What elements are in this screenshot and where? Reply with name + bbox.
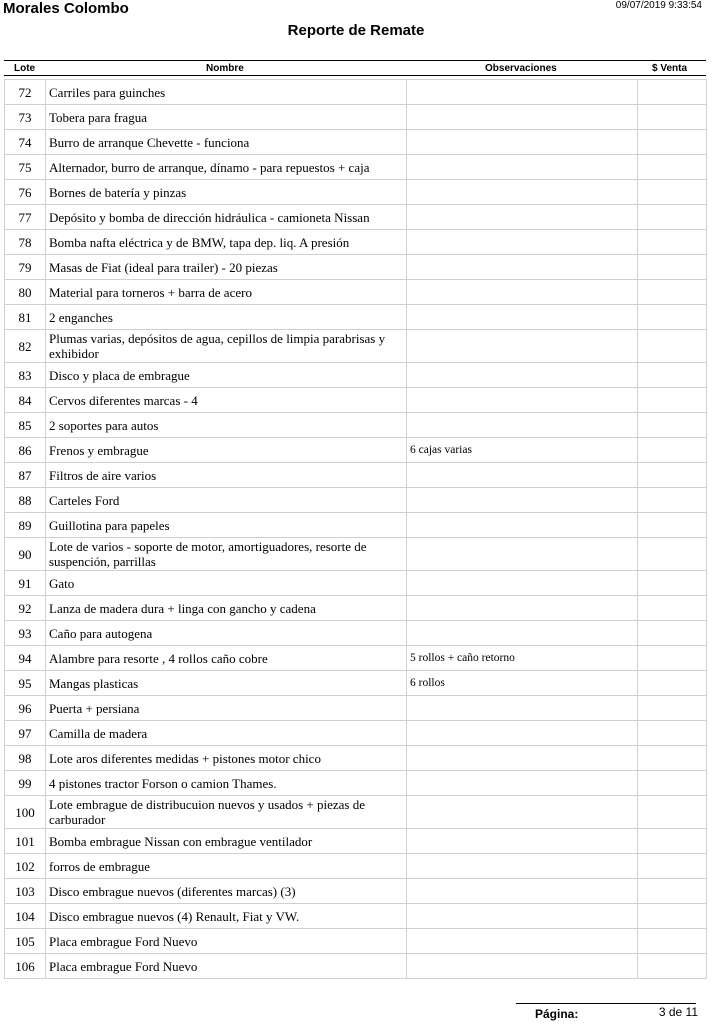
observaciones-cell (407, 305, 638, 330)
lote-cell: 76 (5, 180, 46, 205)
lote-cell: 96 (5, 696, 46, 721)
table-row (5, 746, 707, 771)
nombre-cell: Placa embrague Ford Nuevo (46, 929, 407, 954)
lote-cell: 93 (5, 621, 46, 646)
observaciones-cell (407, 363, 638, 388)
table-row (5, 596, 707, 621)
table-row (5, 796, 707, 829)
table-row (5, 621, 707, 646)
lote-cell: 81 (5, 305, 46, 330)
venta-cell (638, 646, 707, 671)
observaciones-cell (407, 879, 638, 904)
table-row (5, 513, 707, 538)
nombre-cell: Frenos y embrague (46, 438, 407, 463)
nombre-cell: Cervos diferentes marcas - 4 (46, 388, 407, 413)
venta-cell (638, 80, 707, 105)
observaciones-cell (407, 155, 638, 180)
venta-cell (638, 796, 707, 829)
venta-cell (638, 746, 707, 771)
observaciones-cell (407, 854, 638, 879)
nombre-cell: Lote embrague de distribucuion nuevos y usados + piezas de carburador (46, 796, 407, 829)
observaciones-cell (407, 413, 638, 438)
nombre-cell: Filtros de aire varios (46, 463, 407, 488)
venta-cell (638, 280, 707, 305)
venta-cell (638, 105, 707, 130)
table-row (5, 130, 707, 155)
lote-cell: 91 (5, 571, 46, 596)
nombre-cell: Bomba embrague Nissan con embrague ventilador (46, 829, 407, 854)
venta-cell (638, 463, 707, 488)
observaciones-cell (407, 904, 638, 929)
table-row (5, 180, 707, 205)
lote-cell: 88 (5, 488, 46, 513)
nombre-cell: Burro de arranque Chevette - funciona (46, 130, 407, 155)
nombre-cell: Alambre para resorte , 4 rollos caño cobre (46, 646, 407, 671)
venta-cell (638, 879, 707, 904)
nombre-cell: Disco y placa de embrague (46, 363, 407, 388)
venta-cell (638, 696, 707, 721)
venta-cell (638, 363, 707, 388)
venta-cell (638, 413, 707, 438)
nombre-cell: Lanza de madera dura + linga con gancho y cadena (46, 596, 407, 621)
observaciones-cell (407, 621, 638, 646)
lote-cell: 82 (5, 330, 46, 363)
report-title: Reporte de Remate (287, 22, 425, 39)
venta-cell (638, 671, 707, 696)
nombre-cell: Puerta + persiana (46, 696, 407, 721)
venta-cell (638, 180, 707, 205)
table-row (5, 155, 707, 180)
nombre-cell: Tobera para fragua (46, 105, 407, 130)
observaciones-cell (407, 105, 638, 130)
venta-cell (638, 904, 707, 929)
table-row (5, 388, 707, 413)
table-row (5, 230, 707, 255)
observaciones-cell (407, 571, 638, 596)
table-row (5, 771, 707, 796)
table-row (5, 721, 707, 746)
table-row (5, 954, 707, 979)
table-row (5, 671, 707, 696)
table-row (5, 363, 707, 388)
observaciones-cell (407, 721, 638, 746)
lote-cell: 78 (5, 230, 46, 255)
lote-cell: 102 (5, 854, 46, 879)
nombre-cell: 2 enganches (46, 305, 407, 330)
observaciones-cell (407, 596, 638, 621)
lote-cell: 106 (5, 954, 46, 979)
nombre-cell: 2 soportes para autos (46, 413, 407, 438)
lote-cell: 100 (5, 796, 46, 829)
lote-cell: 97 (5, 721, 46, 746)
venta-cell (638, 255, 707, 280)
lote-cell: 86 (5, 438, 46, 463)
observaciones-cell (407, 696, 638, 721)
observaciones-cell (407, 771, 638, 796)
nombre-cell: Plumas varias, depósitos de agua, cepillos de limpia parabrisas y exhibidor (46, 330, 407, 363)
table-row (5, 571, 707, 596)
company-name: Morales Colombo (3, 0, 129, 17)
lote-cell: 80 (5, 280, 46, 305)
venta-cell (638, 854, 707, 879)
observaciones-cell (407, 954, 638, 979)
lote-cell: 98 (5, 746, 46, 771)
lote-cell: 101 (5, 829, 46, 854)
venta-cell (638, 488, 707, 513)
nombre-cell: 4 pistones tractor Forson o camion Thames. (46, 771, 407, 796)
observaciones-cell (407, 513, 638, 538)
lote-cell: 105 (5, 929, 46, 954)
venta-cell (638, 721, 707, 746)
observaciones-cell (407, 829, 638, 854)
lote-cell: 99 (5, 771, 46, 796)
lote-cell: 95 (5, 671, 46, 696)
observaciones-cell (407, 538, 638, 571)
observaciones-cell (407, 488, 638, 513)
nombre-cell: Disco embrague nuevos (diferentes marcas) (3) (46, 879, 407, 904)
observaciones-cell (407, 255, 638, 280)
nombre-cell: Camilla de madera (46, 721, 407, 746)
lote-cell: 85 (5, 413, 46, 438)
lote-cell: 103 (5, 879, 46, 904)
lote-cell: 77 (5, 205, 46, 230)
page-label: Página: (535, 1007, 579, 1021)
table-header (4, 60, 706, 76)
lote-cell: 89 (5, 513, 46, 538)
nombre-cell: Depósito y bomba de dirección hidráulica - camioneta Nissan (46, 205, 407, 230)
venta-cell (638, 829, 707, 854)
nombre-cell: forros de embrague (46, 854, 407, 879)
nombre-cell: Placa embrague Ford Nuevo (46, 954, 407, 979)
lote-cell: 74 (5, 130, 46, 155)
venta-cell (638, 929, 707, 954)
table-row (5, 929, 707, 954)
lote-cell: 72 (5, 80, 46, 105)
lote-cell: 104 (5, 904, 46, 929)
nombre-cell: Lote aros diferentes medidas + pistones motor chico (46, 746, 407, 771)
venta-cell (638, 596, 707, 621)
footer-divider (516, 1003, 696, 1004)
venta-cell (638, 305, 707, 330)
lote-cell: 87 (5, 463, 46, 488)
table-row (5, 330, 707, 363)
observaciones-cell (407, 929, 638, 954)
nombre-cell: Lote de varios - soporte de motor, amortiguadores, resorte de suspención, parrillas (46, 538, 407, 571)
table-row (5, 854, 707, 879)
observaciones-cell (407, 463, 638, 488)
lote-cell: 90 (5, 538, 46, 571)
table-row (5, 205, 707, 230)
nombre-cell: Carriles para guinches (46, 80, 407, 105)
observaciones-cell (407, 130, 638, 155)
observaciones-cell (407, 746, 638, 771)
lote-cell: 75 (5, 155, 46, 180)
nombre-cell: Mangas plasticas (46, 671, 407, 696)
table-row (5, 538, 707, 571)
table-row (5, 255, 707, 280)
observaciones-cell: 5 rollos + caño retorno (407, 646, 638, 671)
table-row (5, 904, 707, 929)
venta-cell (638, 513, 707, 538)
column-header-observaciones: Observaciones (485, 63, 557, 74)
venta-cell (638, 388, 707, 413)
venta-cell (638, 330, 707, 363)
venta-cell (638, 130, 707, 155)
observaciones-cell (407, 80, 638, 105)
venta-cell (638, 621, 707, 646)
observaciones-cell (407, 330, 638, 363)
nombre-cell: Disco embrague nuevos (4) Renault, Fiat y VW. (46, 904, 407, 929)
column-header-nombre: Nombre (206, 63, 244, 74)
nombre-cell: Bomba nafta eléctrica y de BMW, tapa dep. liq. A presión (46, 230, 407, 255)
nombre-cell: Carteles Ford (46, 488, 407, 513)
nombre-cell: Bornes de batería y pinzas (46, 180, 407, 205)
table-row (5, 413, 707, 438)
venta-cell (638, 538, 707, 571)
nombre-cell: Material para torneros + barra de acero (46, 280, 407, 305)
nombre-cell: Guillotina para papeles (46, 513, 407, 538)
auction-table (4, 79, 707, 979)
venta-cell (638, 205, 707, 230)
table-row (5, 438, 707, 463)
table-row (5, 829, 707, 854)
table-row (5, 488, 707, 513)
lote-cell: 83 (5, 363, 46, 388)
venta-cell (638, 771, 707, 796)
observaciones-cell (407, 205, 638, 230)
table-row (5, 696, 707, 721)
table-row (5, 879, 707, 904)
venta-cell (638, 230, 707, 255)
column-header-venta: $ Venta (652, 63, 688, 74)
lote-cell: 84 (5, 388, 46, 413)
observaciones-cell (407, 230, 638, 255)
table-row (5, 646, 707, 671)
table-row (5, 80, 707, 105)
column-header-lote: Lote (14, 63, 36, 74)
observaciones-cell (407, 796, 638, 829)
nombre-cell: Masas de Fiat (ideal para trailer) - 20 piezas (46, 255, 407, 280)
lote-cell: 73 (5, 105, 46, 130)
nombre-cell: Caño para autogena (46, 621, 407, 646)
venta-cell (638, 954, 707, 979)
lote-cell: 92 (5, 596, 46, 621)
venta-cell (638, 155, 707, 180)
lote-cell: 94 (5, 646, 46, 671)
report-datetime: 09/07/2019 9:33:54 (615, 0, 702, 11)
nombre-cell: Alternador, burro de arranque, dínamo - para repuestos + caja (46, 155, 407, 180)
observaciones-cell (407, 388, 638, 413)
nombre-cell: Gato (46, 571, 407, 596)
venta-cell (638, 438, 707, 463)
table-row (5, 280, 707, 305)
observaciones-cell: 6 rollos (407, 671, 638, 696)
observaciones-cell (407, 180, 638, 205)
observaciones-cell: 6 cajas varias (407, 438, 638, 463)
page-number: 3 de 11 (658, 1005, 698, 1019)
table-row (5, 463, 707, 488)
venta-cell (638, 571, 707, 596)
observaciones-cell (407, 280, 638, 305)
table-row (5, 305, 707, 330)
lote-cell: 79 (5, 255, 46, 280)
table-row (5, 105, 707, 130)
